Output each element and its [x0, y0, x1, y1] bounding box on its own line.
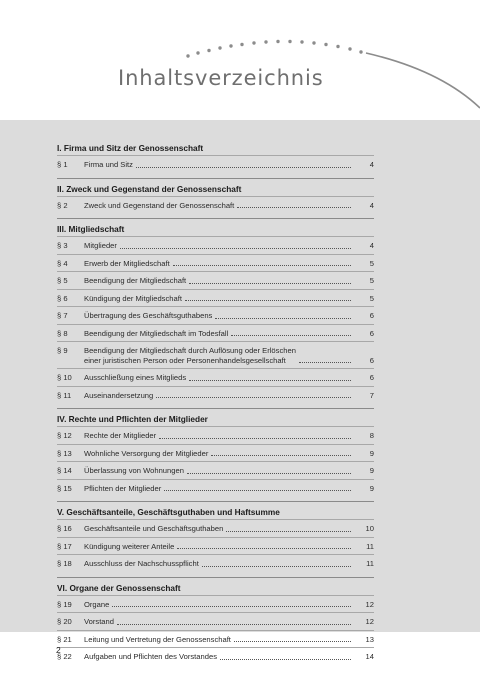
toc-entry-label: Organe	[84, 599, 110, 609]
dotted-arc-decoration	[186, 40, 362, 58]
toc-entry-number: § 8	[57, 328, 68, 338]
toc-entry-label-wrap	[84, 431, 354, 441]
toc-section	[57, 501, 374, 577]
toc-entry-number: § 9	[57, 346, 68, 355]
toc-dot-leader	[156, 397, 351, 398]
toc-entry-number: § 12	[57, 431, 72, 440]
toc-entry-page: 9	[369, 483, 374, 493]
toc-entry-page: 4	[369, 241, 374, 250]
table-of-contents	[57, 138, 374, 670]
toc-entry-page: 6	[369, 311, 374, 320]
toc-dot-leader	[164, 490, 351, 491]
toc-entry-label: Geschäftsanteile und Geschäftsguthaben	[84, 524, 224, 533]
toc-entry-label-wrap	[84, 160, 354, 170]
toc-entry-number: § 13	[57, 448, 72, 458]
toc-dot-leader	[185, 300, 351, 301]
toc-entry[interactable]	[57, 612, 374, 630]
toc-entry-label: Zweck und Gegenstand der Genossenschaft	[84, 200, 235, 210]
toc-entry-label: Kündigung der Mitgliedschaft	[84, 293, 182, 303]
toc-entry[interactable]	[57, 196, 374, 214]
toc-entry[interactable]	[57, 537, 374, 555]
toc-entry-page: 6	[369, 328, 374, 338]
toc-section	[57, 218, 374, 408]
toc-entry-label-wrap	[84, 449, 354, 459]
toc-entry-number: § 2	[57, 200, 68, 210]
toc-entry-label: Firma und Sitz	[84, 160, 133, 169]
toc-entry[interactable]	[57, 479, 374, 497]
toc-dot-leader	[117, 624, 351, 625]
toc-dot-leader	[202, 566, 351, 567]
toc-entry-page: 13	[365, 634, 374, 644]
toc-dot-leader	[226, 531, 351, 532]
toc-entry[interactable]	[57, 271, 374, 289]
toc-entry[interactable]	[57, 155, 374, 173]
toc-dot-leader	[231, 335, 351, 336]
toc-entry-page: 5	[369, 293, 374, 303]
toc-entry-number: § 19	[57, 599, 72, 609]
toc-entry-label: Ausschluss der Nachschusspflicht	[84, 559, 199, 568]
toc-entry-label: Wohnliche Versorgung der Mitglieder	[84, 448, 209, 458]
toc-dot-leader	[177, 548, 351, 549]
toc-section	[57, 178, 374, 219]
toc-entry[interactable]	[57, 647, 374, 665]
toc-entry-number: § 5	[57, 276, 68, 285]
toc-section-title: II. Zweck und Gegenstand der Genossenschaft	[57, 183, 242, 194]
toc-entry-number: § 16	[57, 524, 72, 533]
toc-dot-leader	[189, 283, 351, 284]
toc-entry-label-wrap	[84, 600, 354, 610]
page-title: Inhaltsverzeichnis	[118, 66, 324, 90]
toc-entry-label: Vorstand	[84, 617, 114, 626]
toc-entry-number: § 11	[57, 390, 72, 400]
toc-entry-page: 4	[369, 160, 374, 169]
toc-entry-label: Rechte der Mitglieder	[84, 431, 157, 440]
toc-dot-leader	[189, 380, 351, 381]
toc-entry-label: Beendigung der Mitgliedschaft im Todesfall	[84, 328, 229, 338]
toc-dot-leader	[299, 362, 351, 363]
toc-entry-label: Beendigung der Mitgliedschaft durch Auflösung oder Erlöschen einer juristischen Person oder Personenhandelsgesellschaft	[84, 346, 296, 365]
toc-entry-label-wrap	[84, 201, 354, 211]
toc-dot-leader	[237, 207, 351, 208]
toc-dot-leader	[220, 659, 351, 660]
toc-entry-page: 14	[365, 652, 374, 661]
toc-entry-label-wrap	[84, 617, 354, 627]
toc-entry-label-wrap	[84, 484, 354, 494]
toc-entry-label: Überlassung von Wohnungen	[84, 466, 184, 475]
toc-entry-number: § 10	[57, 373, 72, 382]
toc-entry-number: § 14	[57, 466, 72, 475]
toc-entry-page: 7	[369, 390, 374, 400]
toc-dot-leader	[234, 641, 351, 642]
toc-entry-page: 6	[369, 373, 374, 382]
header-decoration	[0, 0, 480, 120]
toc-dot-leader	[187, 473, 351, 474]
toc-entry-label-wrap	[84, 391, 354, 401]
toc-entry-page: 9	[369, 448, 374, 458]
toc-entry-label-wrap	[84, 259, 354, 269]
toc-entry[interactable]	[57, 554, 374, 572]
toc-entry-page: 6	[369, 355, 374, 365]
toc-entry-page: 10	[365, 524, 374, 533]
toc-entry-number: § 21	[57, 634, 72, 644]
toc-entry-page: 11	[366, 541, 374, 551]
toc-entry-number: § 15	[57, 483, 72, 493]
toc-dot-leader	[120, 248, 351, 249]
toc-entry[interactable]	[57, 368, 374, 386]
toc-entry-label: Erwerb der Mitgliedschaft	[84, 258, 170, 268]
toc-entry-label-wrap	[84, 311, 354, 321]
toc-entry-label: Leitung und Vertretung der Genossenschaft	[84, 634, 231, 644]
toc-entry-label-wrap	[84, 346, 354, 365]
toc-entry-page: 8	[369, 431, 374, 440]
toc-entry-label-wrap	[84, 635, 354, 645]
toc-entry-number: § 1	[57, 160, 68, 169]
toc-section-title: V. Geschäftsanteile, Geschäftsguthaben und Haftsumme	[57, 507, 280, 517]
toc-entry-page: 5	[369, 276, 374, 285]
toc-entry-page: 5	[369, 258, 374, 268]
toc-section	[57, 408, 374, 501]
toc-dot-leader	[173, 265, 351, 266]
toc-entry-label: Pflichten der Mitglieder	[84, 483, 162, 493]
toc-entry[interactable]	[57, 341, 374, 368]
toc-entry-label-wrap	[84, 652, 354, 662]
toc-section-title: IV. Rechte und Pflichten der Mitglieder	[57, 414, 208, 424]
toc-entry-label-wrap	[84, 559, 354, 569]
toc-entry-label-wrap	[84, 524, 354, 534]
toc-entry-label-wrap	[84, 294, 354, 304]
section-spacer	[57, 665, 374, 670]
toc-dot-leader	[136, 167, 351, 168]
toc-entry[interactable]	[57, 630, 374, 648]
toc-entry-number: § 7	[57, 311, 68, 320]
toc-entry[interactable]	[57, 595, 374, 613]
toc-entry[interactable]	[57, 426, 374, 444]
toc-entry-label-wrap	[84, 276, 354, 286]
toc-entry[interactable]	[57, 289, 374, 307]
toc-entry-label-wrap	[84, 329, 354, 339]
toc-entry-number: § 4	[57, 258, 68, 268]
toc-entry-label: Beendigung der Mitgliedschaft	[84, 276, 187, 285]
toc-entry-number: § 6	[57, 293, 68, 303]
toc-dot-leader	[159, 438, 351, 439]
toc-entry-label: Mitglieder	[84, 241, 117, 250]
toc-entry-label: Kündigung weiterer Anteile	[84, 541, 175, 551]
toc-entry[interactable]	[57, 444, 374, 462]
toc-entry-number: § 18	[57, 559, 72, 568]
toc-section-title: VI. Organe der Genossenschaft	[57, 582, 181, 593]
toc-entry-page: 12	[365, 617, 374, 626]
toc-entry-label-wrap	[84, 466, 354, 476]
toc-entry[interactable]	[57, 306, 374, 324]
toc-entry[interactable]	[57, 254, 374, 272]
toc-entry[interactable]	[57, 324, 374, 342]
toc-entry-number: § 17	[57, 541, 72, 551]
toc-section	[57, 577, 374, 670]
toc-entry-number: § 3	[57, 241, 68, 250]
toc-entry-number: § 22	[57, 652, 72, 661]
toc-entry-label: Auseinandersetzung	[84, 390, 154, 400]
toc-entry[interactable]	[57, 519, 374, 537]
toc-entry-page: 12	[365, 599, 374, 609]
toc-dot-leader	[211, 455, 351, 456]
toc-entry-number: § 20	[57, 617, 72, 626]
toc-section-title: I. Firma und Sitz der Genossenschaft	[57, 143, 204, 153]
toc-entry-label-wrap	[84, 241, 354, 251]
toc-entry[interactable]	[57, 236, 374, 254]
toc-entry[interactable]	[57, 461, 374, 479]
toc-entry-label-wrap	[84, 373, 354, 383]
toc-dot-leader	[215, 318, 351, 319]
page-number: 2	[56, 645, 61, 655]
toc-entry-label-wrap	[84, 542, 354, 552]
arc-line-decoration	[366, 53, 480, 108]
toc-section-title: III. Mitgliedschaft	[57, 224, 125, 234]
toc-entry-label: Aufgaben und Pflichten des Vorstandes	[84, 652, 217, 661]
toc-entry[interactable]	[57, 386, 374, 404]
toc-entry-page: 9	[369, 466, 374, 475]
toc-section	[57, 138, 374, 178]
toc-entry-label: Ausschließung eines Mitglieds	[84, 373, 187, 382]
toc-entry-label: Übertragung des Geschäftsguthabens	[84, 311, 213, 320]
toc-entry-page: 11	[366, 559, 374, 568]
toc-entry-page: 4	[369, 200, 374, 210]
toc-dot-leader	[112, 606, 351, 607]
